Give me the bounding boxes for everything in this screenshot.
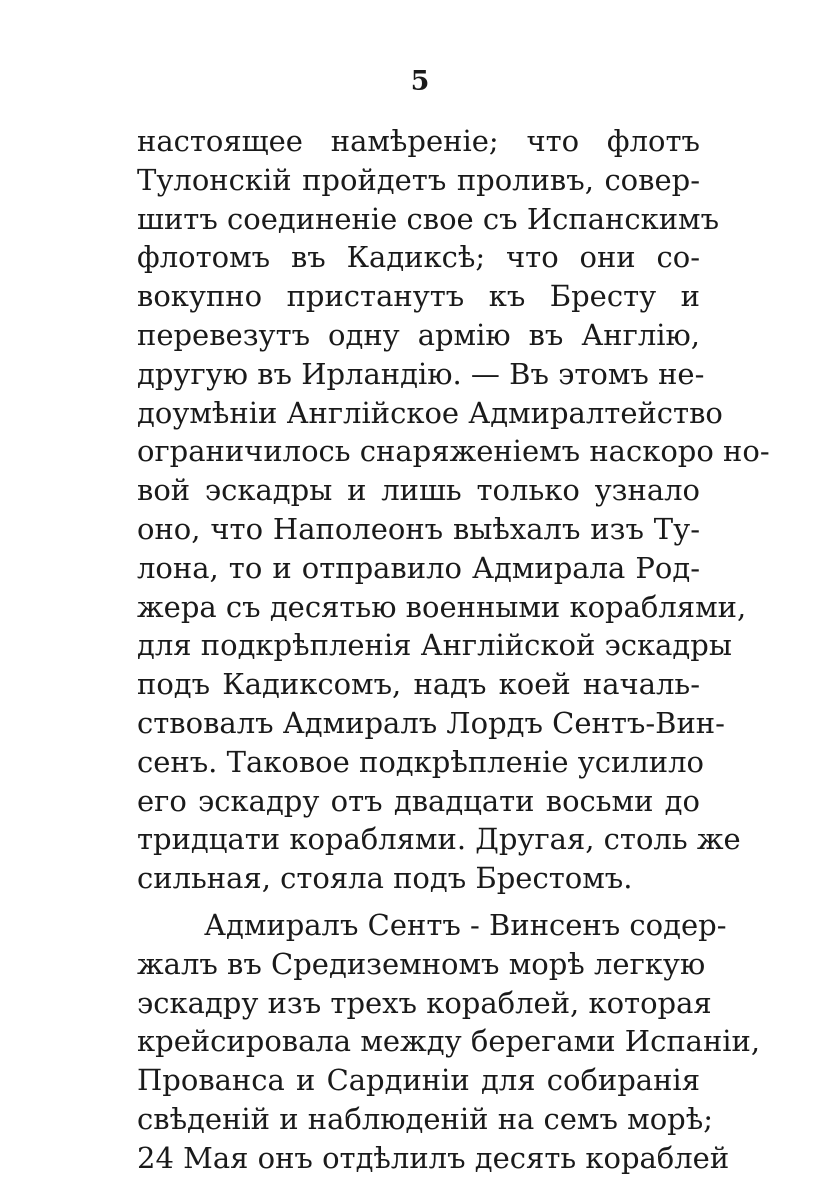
paragraph-gap xyxy=(137,898,700,906)
text-line: для подкрѣпленія Англійской эскадры xyxy=(137,628,732,663)
body-text xyxy=(137,122,770,1178)
text-line: его эскадру отъ двадцати восьми до xyxy=(137,783,700,818)
text-line: доумѣніи Англійское Адмиралтейство xyxy=(137,395,723,430)
text-line: жера съ десятью военными кораблями, xyxy=(137,589,747,624)
text-line: флотомъ въ Кадиксѣ; что они со- xyxy=(137,240,700,275)
text-line: настоящее намѣреніе; что флотъ xyxy=(137,124,700,158)
text-line: эскадру изъ трехъ кораблей, которая xyxy=(137,985,712,1020)
text-line: Тулонскій пройдетъ проливъ, совер- xyxy=(137,162,700,197)
text-line: Адмиралъ Сентъ - Винсенъ содер- xyxy=(204,907,727,942)
text-line: Прованса и Сардиніи для собиранія xyxy=(137,1063,700,1098)
text-line: оно, что Наполеонъ выѣхалъ изъ Ту- xyxy=(137,511,700,546)
text-line: тридцати кораблями. Другая, столь же xyxy=(137,822,741,857)
text-line: ствовалъ Адмиралъ Лордъ Сентъ-Вин- xyxy=(137,705,725,740)
text-line: сильная, стояла подъ Брестомъ. xyxy=(137,861,633,896)
page-number: 5 xyxy=(410,66,430,97)
text-line: крейсировала между берегами Испаніи, xyxy=(137,1024,761,1059)
text-line: ограничилось снаряженіемъ наскоро но- xyxy=(137,434,770,469)
text-line: подъ Кадиксомъ, надъ коей началь- xyxy=(137,667,700,702)
text-line: другую въ Ирландію. — Въ этомъ не- xyxy=(137,356,705,391)
text-line: шитъ соединеніе свое съ Испанскимъ xyxy=(137,201,720,236)
text-line: вокупно пристанутъ къ Бресту и xyxy=(137,279,700,314)
text-line: сенъ. Таковое подкрѣпленіе усилило xyxy=(137,744,704,779)
text-line: 24 Мая онъ отдѣлилъ десять кораблей xyxy=(137,1140,730,1175)
text-line: перевезутъ одну армію въ Англію, xyxy=(137,317,700,352)
text-line: лона, то и отправило Адмирала Род- xyxy=(137,550,700,585)
text-line: вой эскадры и лишь только узнало xyxy=(137,473,700,508)
text-line: жалъ въ Средиземномъ морѣ легкую xyxy=(137,946,706,981)
text-line: свѣденій и наблюденій на семъ морѣ; xyxy=(137,1101,713,1136)
